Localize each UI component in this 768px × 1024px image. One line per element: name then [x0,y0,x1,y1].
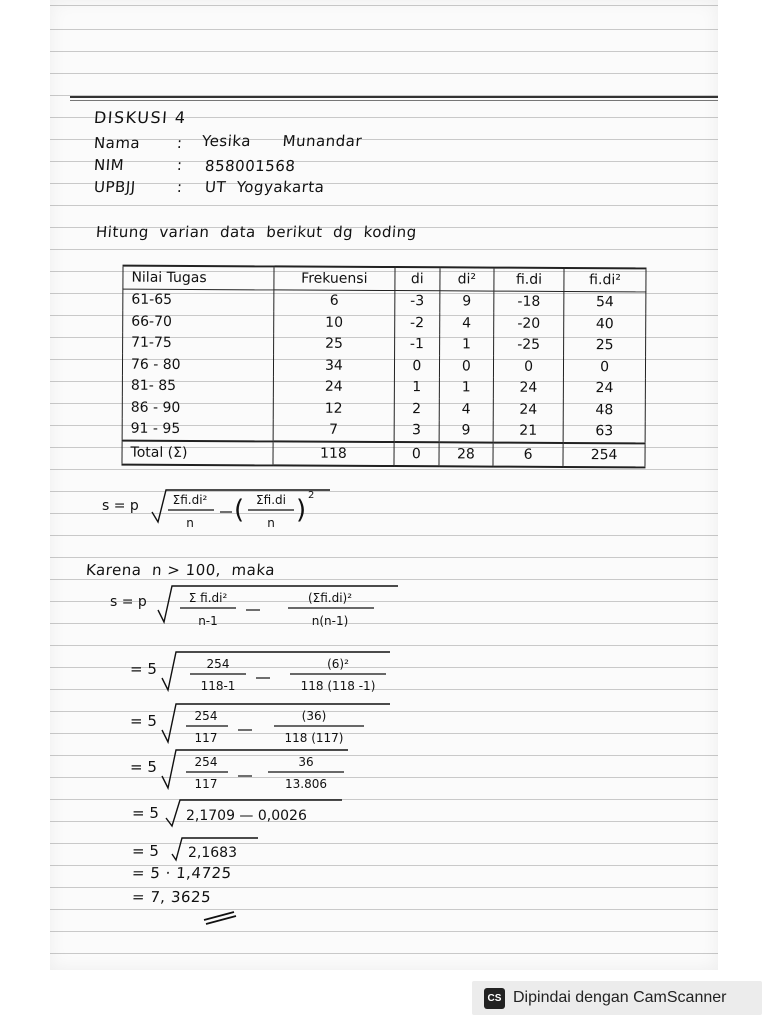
cell-frekuensi: 25 [273,333,394,355]
step-6: = 5 · 1,4725 [131,864,233,882]
formula2-t1-den: n-1 [198,614,218,628]
total-di: 0 [394,442,439,466]
cell-fidi2: 40 [564,313,646,335]
camscanner-icon: CS [484,988,505,1009]
col-header-frekuensi: Frekuensi [274,266,395,290]
formula1-t2-den: n [267,516,275,530]
formula-general [100,482,380,538]
formula1-t1-den: n [186,516,194,530]
cell-nilai: 76 - 80 [122,354,273,376]
page-title: DISKUSI 4 [93,108,188,127]
cell-nilai: 66-70 [123,311,274,333]
cell-fidi: -20 [494,313,564,335]
cell-fidi2: 0 [564,356,646,378]
final-answer: = 7, 3625 [131,888,212,906]
cell-fidi2: 24 [564,377,646,399]
table-row [123,311,646,335]
total-fidi2: 254 [563,443,645,467]
step3-a-num: 254 [194,755,218,769]
header-rule-2 [70,100,718,101]
formula2-t2-num: (Σfi.di)² [307,591,353,605]
cell-di2: 4 [439,312,493,334]
step1-lhs: = 5 [130,660,157,678]
cell-di2: 0 [439,355,493,377]
cell-nilai: 86 - 90 [122,397,273,419]
step3-b-num: 36 [298,755,314,769]
cell-di: -2 [395,312,440,334]
total-label: Total (Σ) [122,441,273,465]
cell-nilai: 81- 85 [122,375,273,397]
cell-di: 0 [394,355,439,377]
header-rule [70,96,718,98]
cell-frekuensi: 6 [274,289,395,312]
step2-a-den: 117 [194,731,218,745]
formula1-t2-num: Σfi.di [256,493,286,507]
step1-b-num: (6)² [327,657,349,671]
cell-fidi: 24 [493,377,563,399]
cell-fidi2: 25 [564,334,646,356]
step4-lhs: = 5 [132,804,159,822]
step5-expr: 2,1683 [188,845,237,861]
formula2-lhs: s = p [110,594,147,610]
cell-di: -3 [395,290,440,312]
cell-frekuensi: 34 [273,354,394,376]
step2-a-num: 254 [194,709,218,723]
cell-fidi: 0 [493,356,563,378]
cell-frekuensi: 12 [273,397,394,419]
table-total-row [122,441,645,467]
col-header-fidi: fi.di [494,268,564,291]
step3-b-den: 13.806 [285,777,327,791]
cell-frekuensi: 10 [274,311,395,333]
cell-di: 3 [394,420,439,443]
cell-di2: 1 [439,334,493,356]
cell-fidi2: 63 [563,420,645,443]
table-row [122,397,645,421]
cell-fidi: -18 [494,291,564,313]
svg-text:): ) [296,495,307,525]
cell-frekuensi: 24 [273,376,394,398]
upbjj-value: UT Yogyakarta [204,178,326,196]
formula1-t1-num: Σfi.di² [172,493,208,507]
cell-fidi2: 54 [564,291,646,313]
cell-nilai: 61-65 [123,289,274,312]
formula1-exp: 2 [308,490,315,501]
upbjj-sep: : [176,178,184,196]
formula-sample [108,582,408,634]
total-fidi: 6 [493,443,563,467]
table-row [123,289,646,314]
col-header-di: di [395,267,440,290]
cell-nilai: 91 - 95 [122,418,273,441]
cell-fidi: 24 [493,399,563,421]
formula2-t1-num: Σ fi.di² [188,591,228,605]
camscanner-watermark [472,981,762,1015]
nim-label: NIM [93,156,125,174]
step-5 [130,834,330,864]
step-1 [128,648,398,696]
table-row [122,354,645,378]
cell-fidi: -25 [493,334,563,356]
step3-lhs: = 5 [130,758,157,776]
step3-a-den: 117 [194,777,218,791]
cell-nilai: 71-75 [123,332,274,354]
cell-di: 1 [394,377,439,399]
svg-text:(: ( [234,495,245,525]
step-2 [128,700,398,748]
cell-di: 2 [394,398,439,420]
table-row [123,332,646,356]
frequency-table [121,265,646,468]
name-value: Yesika Munandar [201,132,363,150]
cell-di2: 9 [440,290,494,312]
col-header-di2: di² [440,267,494,290]
table-row [122,375,645,399]
notebook-page [50,0,718,970]
nim-sep: : [176,156,184,174]
answer-underline-mark [200,906,240,926]
cell-di: -1 [394,334,439,356]
col-header-nilai: Nilai Tugas [123,266,274,290]
step2-b-den: 118 (117) [284,731,344,745]
upbjj-label: UPBJJ [93,178,137,196]
step1-a-den: 118-1 [200,679,236,693]
step4-expr: 2,1709 — 0,0026 [186,808,307,824]
cell-di2: 4 [439,398,493,420]
watermark-text: Dipindai dengan CamScanner [513,989,727,1006]
step1-b-den: 118 (118 -1) [300,679,376,693]
col-header-fidi2: fi.di² [564,268,646,291]
formula1-lhs: s = p [102,498,139,514]
name-sep: : [176,134,184,152]
cell-frekuensi: 7 [273,419,394,442]
cell-fidi2: 48 [563,399,645,421]
name-label: Nama [93,134,141,152]
cell-di2: 9 [439,420,493,443]
step1-a-num: 254 [206,657,230,671]
step-3 [128,746,398,794]
cell-fidi: 21 [493,420,563,443]
step2-b-num: (36) [301,709,327,723]
step2-lhs: = 5 [130,712,157,730]
step5-lhs: = 5 [132,842,159,860]
condition-text: Karena n > 100, maka [85,561,276,579]
table-row [122,418,645,443]
formula2-t2-den: n(n-1) [311,614,349,628]
total-di2: 28 [439,442,493,466]
step-4 [130,796,390,830]
task-heading: Hitung varian data berikut dg koding [95,223,418,241]
total-frekuensi: 118 [273,441,394,465]
nim-value: 858001568 [204,157,297,175]
cell-di2: 1 [439,377,493,399]
table-header-row [123,266,646,292]
